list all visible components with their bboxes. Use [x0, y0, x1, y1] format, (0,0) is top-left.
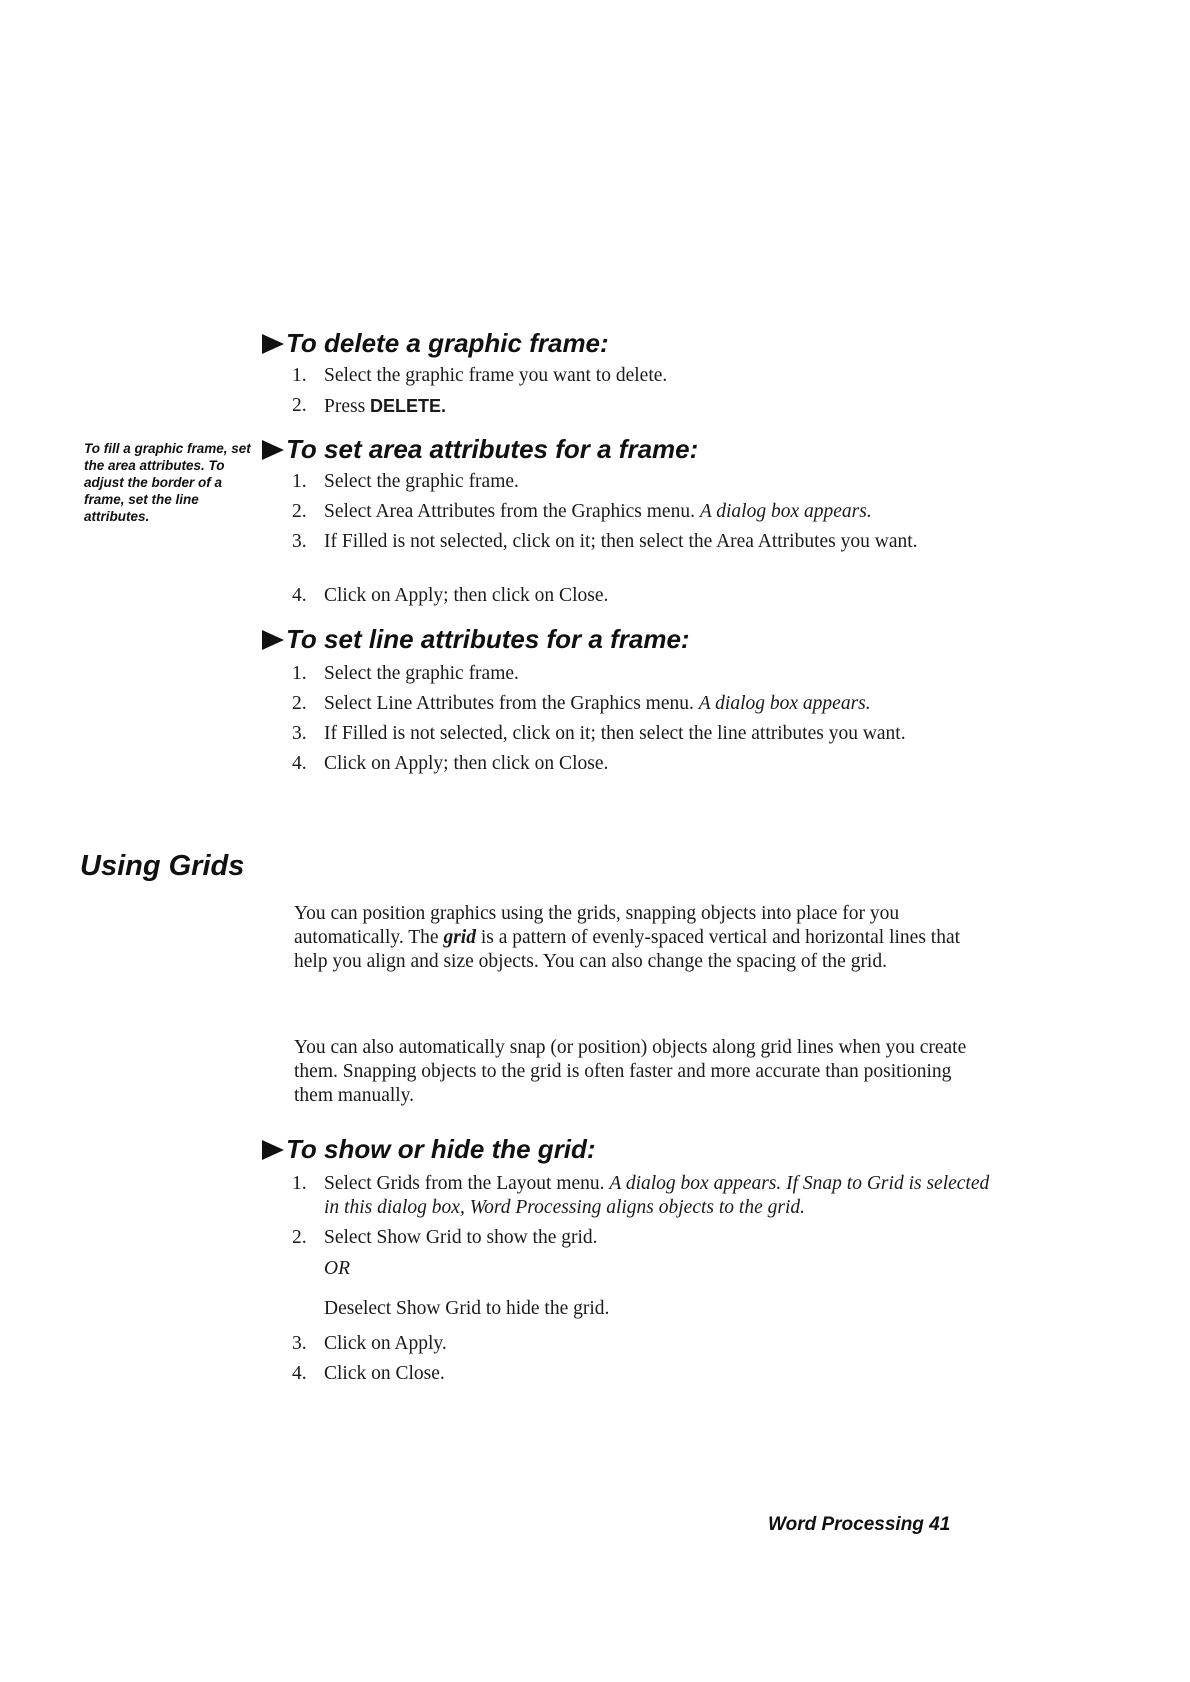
list-item: 4. Click on Apply; then click on Close. [292, 585, 609, 606]
list-item: 2. Select Show Grid to show the grid. [292, 1227, 598, 1248]
page-footer: Word Processing 41 [768, 1514, 951, 1535]
arrow-icon [262, 440, 284, 460]
list-item: 3. If Filled is not selected, click on it; then select the line attributes you want. [292, 723, 906, 744]
margin-note: To fill a graphic frame, set the area attributes. To adjust the border of a frame, set the line attributes. [84, 441, 251, 524]
alt-step: Deselect Show Grid to hide the grid. [324, 1298, 610, 1319]
heading-area-attributes: To set area attributes for a frame: [262, 434, 698, 465]
heading-line-attributes: To set line attributes for a frame: [262, 624, 690, 655]
paragraph: You can also automatically snap (or position) objects along grid lines when you create them. Snapping objects to the grid is often faster and more accurate than positioning them manually. [294, 1037, 967, 1106]
list-item: 1. Select Grids from the Layout menu. A dialog box appears. If Snap to Grid is selected in this dialog box, Word Processing aligns objects to the grid. [292, 1173, 990, 1218]
list-item: 1. Select the graphic frame you want to delete. [292, 365, 668, 386]
arrow-icon [262, 1140, 284, 1160]
list-item: 3. Click on Apply. [292, 1333, 447, 1354]
list-item: 1. Select the graphic frame. [292, 663, 519, 684]
list-item: 4. Click on Apply; then click on Close. [292, 753, 609, 774]
list-item: 2. Select Area Attributes from the Graphics menu. A dialog box appears. [292, 501, 872, 522]
section-title: Using Grids [80, 850, 245, 882]
or-label: OR [324, 1258, 350, 1279]
list-item: 4. Click on Close. [292, 1363, 445, 1384]
heading-show-hide-grid: To show or hide the grid: [262, 1134, 596, 1165]
list-item: 3. If Filled is not selected, click on it; then select the Area Attributes you want. [292, 531, 918, 552]
arrow-icon [262, 334, 284, 354]
list-item: 2. Select Line Attributes from the Graphics menu. A dialog box appears. [292, 693, 871, 714]
arrow-icon [262, 630, 284, 650]
delete-key-label: DELETE. [370, 396, 447, 416]
list-item: 1. Select the graphic frame. [292, 471, 519, 492]
term-grid: grid [443, 927, 476, 948]
heading-delete-frame: To delete a graphic frame: [262, 328, 609, 359]
list-item: 2. Press DELETE. [292, 395, 447, 417]
paragraph: You can position graphics using the grids, snapping objects into place for you automatically. The grid is a pattern of evenly-spaced vertical and horizontal lines that help you align and size objects. You can also change the spacing of the grid. [294, 903, 961, 972]
